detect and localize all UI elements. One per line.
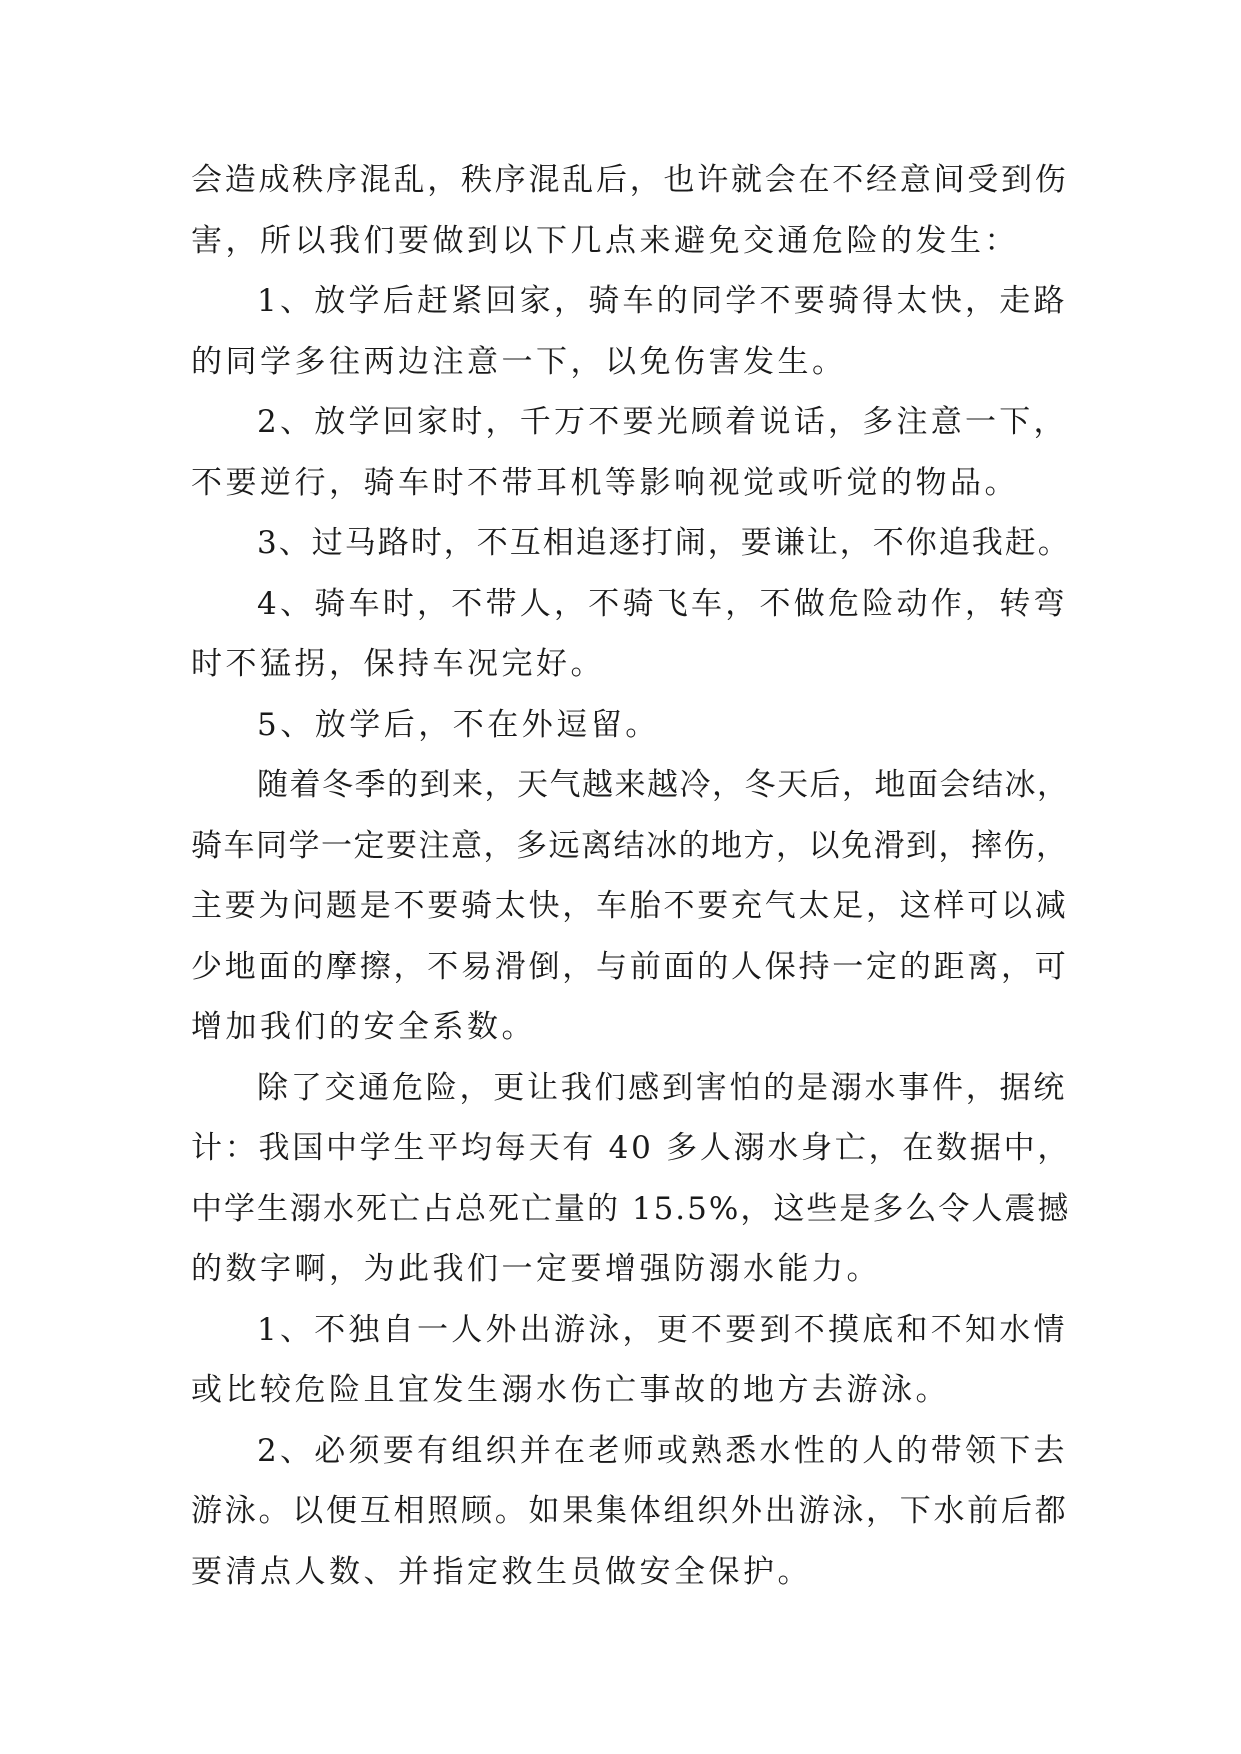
text-line: 游泳。以便互相照顾。如果集体组织外出游泳，下水前后都 (191, 1493, 1069, 1529)
text-line: 2、必须要有组织并在老师或熟悉水性的人的带领下去 (257, 1432, 1068, 1469)
text-line: 要清点人数、并指定救生员做安全保护。 (191, 1553, 812, 1590)
text-line: 1、放学后赶紧回家，骑车的同学不要骑得太快，走路 (257, 283, 1068, 319)
text-line: 随着冬季的到来，天气越来越冷，冬天后，地面会结冰， (257, 767, 1070, 803)
text-line: 1、不独自一人外出游泳，更不要到不摸底和不知水情 (257, 1311, 1068, 1348)
text-line: 会造成秩序混乱，秩序混乱后，也许就会在不经意间受到伤 (191, 162, 1069, 198)
text-line: 计：我国中学生平均每天有 40 多人溺水身亡，在数据中， (191, 1130, 1072, 1166)
text-line: 3、过马路时，不互相追逐打闹，要谦让，不你追我赶。 (257, 525, 1071, 561)
text-line: 或比较危险且宜发生溺水伤亡事故的地方去游泳。 (191, 1372, 950, 1408)
document-body (191, 150, 1072, 1602)
text-line: 时不猛拐，保持车况完好。 (191, 646, 605, 682)
text-line: 增加我们的安全系数。 (191, 1009, 536, 1045)
text-line: 的数字啊，为此我们一定要增强防溺水能力。 (191, 1251, 881, 1287)
text-line: 5、放学后，不在外逗留。 (257, 706, 660, 743)
text-line: 骑车同学一定要注意，多远离结冰的地方，以免滑到，摔伤， (191, 827, 1069, 864)
text-line: 除了交通危险，更让我们感到害怕的是溺水事件，据统 (257, 1069, 1067, 1106)
text-line: 2、放学回家时，千万不要光顾着说话，多注意一下， (257, 404, 1068, 440)
text-line: 少地面的摩擦，不易滑倒，与前面的人保持一定的距离，可 (191, 948, 1069, 985)
text-line: 害，所以我们要做到以下几点来避免交通危险的发生： (191, 222, 1019, 259)
text-line: 主要为问题是不要骑太快，车胎不要充气太足，这样可以减 (191, 888, 1069, 924)
text-line: 不要逆行，骑车时不带耳机等影响视觉或听觉的物品。 (191, 464, 1019, 501)
text-line: 的同学多往两边注意一下，以免伤害发生。 (191, 343, 847, 380)
text-line: 中学生溺水死亡占总死亡量的 15.5%，这些是多么令人震撼 (191, 1190, 1071, 1227)
text-line: 4、骑车时，不带人，不骑飞车，不做危险动作，转弯 (257, 585, 1068, 622)
